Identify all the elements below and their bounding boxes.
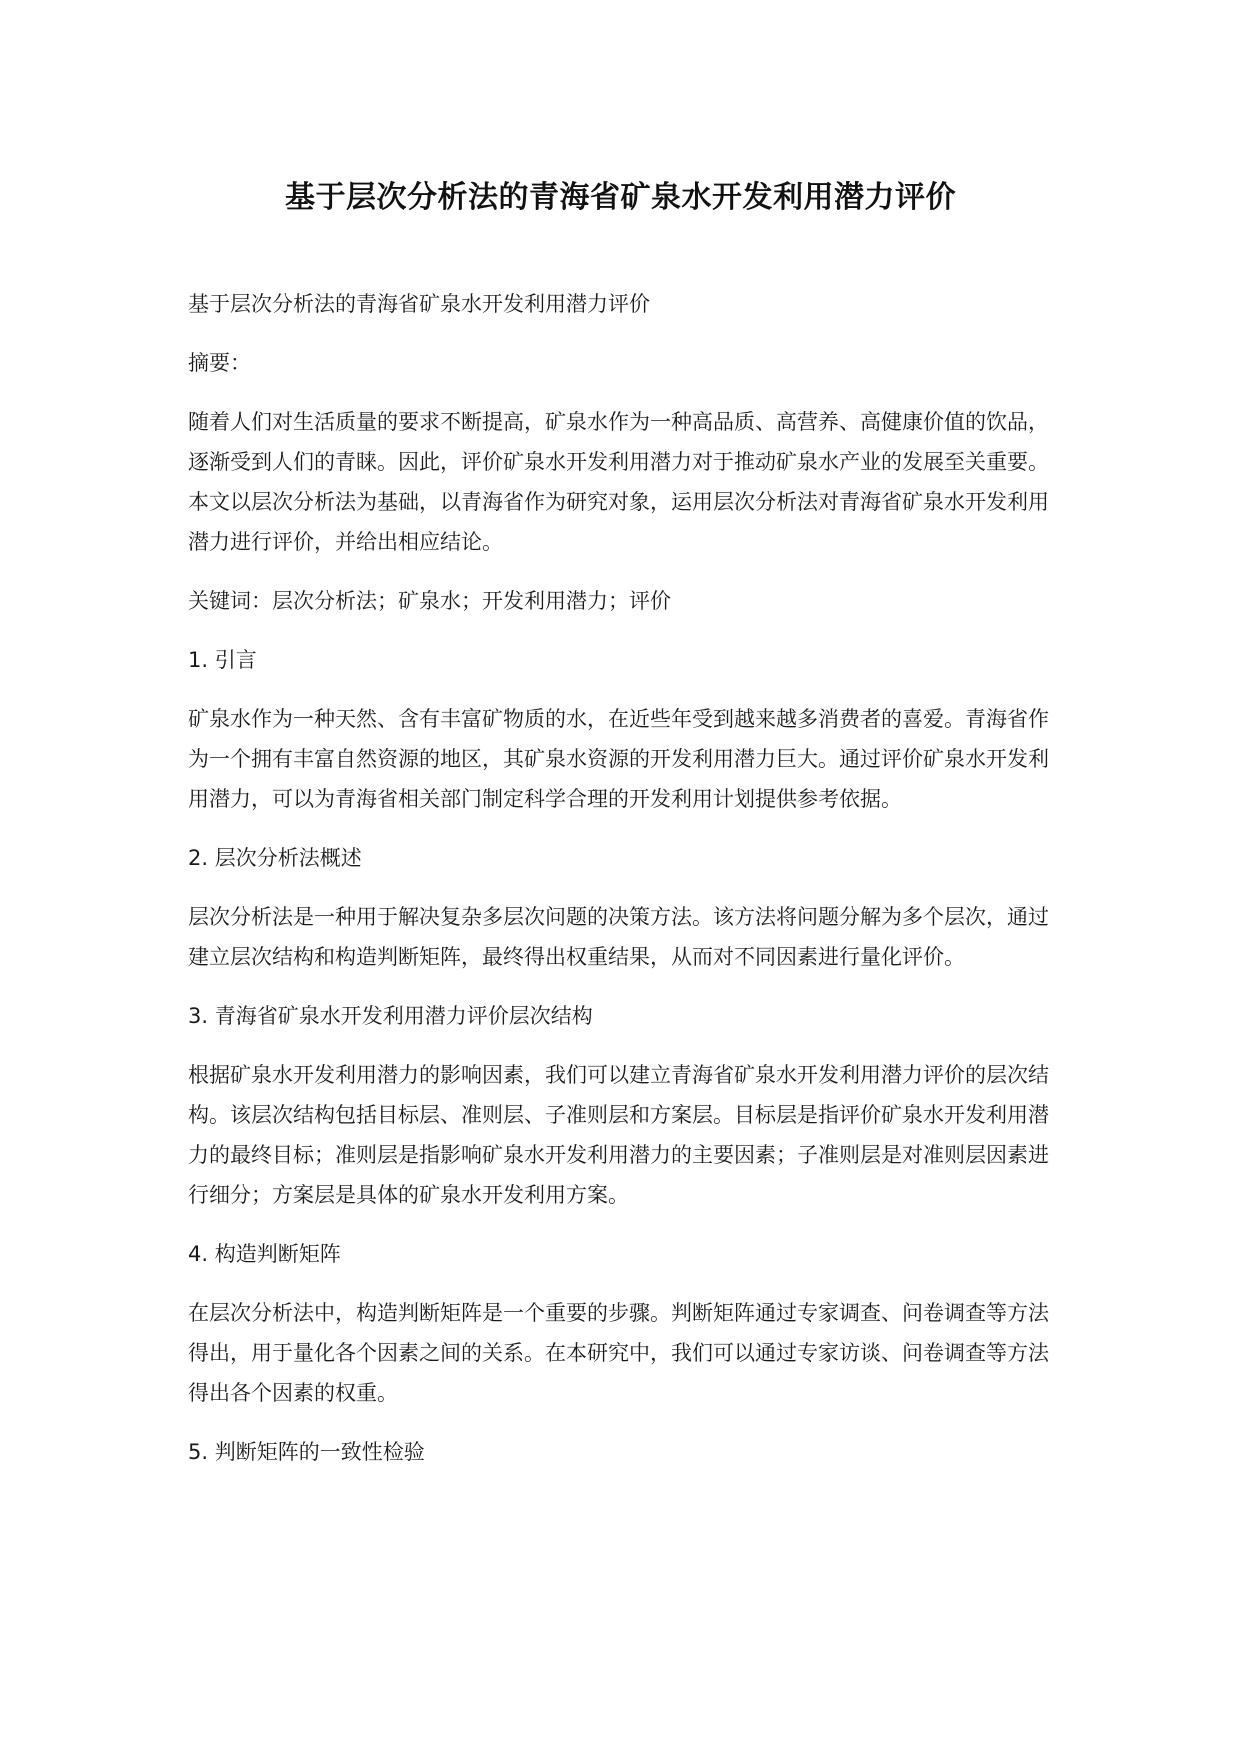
keywords: 关键词：层次分析法；矿泉水；开发利用潜力；评价 <box>188 589 671 613</box>
section-heading: 5. 判断矩阵的一致性检验 <box>188 1440 425 1464</box>
abstract-text: 随着人们对生活质量的要求不断提高，矿泉水作为一种高品质、高营养、高健康价值的饮品，逐渐受到人们的青睐。因此，评价矿泉水开发利用潜力对于推动矿泉水产业的发展至关重要。本文以层次分析法为基础，以青海省作为研究对象，运用层次分析法对青海省矿泉水开发利用潜力进行评价，并给出相应结论。 <box>188 410 1049 554</box>
section-body: 在层次分析法中，构造判断矩阵是一个重要的步骤。判断矩阵通过专家调查、问卷调查等方法得出，用于量化各个因素之间的关系。在本研究中，我们可以通过专家访谈、问卷调查等方法得出各个因素的权重。 <box>188 1301 1049 1405</box>
section-body: 矿泉水作为一种天然、含有丰富矿物质的水，在近些年受到越来越多消费者的喜爱。青海省作为一个拥有丰富自然资源的地区，其矿泉水资源的开发利用潜力巨大。通过评价矿泉水开发利用潜力，可以为青海省相关部门制定科学合理的开发利用计划提供参考依据。 <box>188 707 1049 811</box>
section-heading: 2. 层次分析法概述 <box>188 846 362 870</box>
section-body: 层次分析法是一种用于解决复杂多层次问题的决策方法。该方法将问题分解为多个层次，通过建立层次结构和构造判断矩阵，最终得出权重结果，从而对不同因素进行量化评价。 <box>188 905 1049 969</box>
document-body <box>188 284 1068 1491</box>
section-heading: 4. 构造判断矩阵 <box>188 1242 341 1266</box>
section-heading: 1. 引言 <box>188 648 257 672</box>
abstract-label: 摘要： <box>188 351 251 375</box>
document-title: 基于层次分析法的青海省矿泉水开发利用潜力评价 <box>285 180 956 215</box>
section-heading: 3. 青海省矿泉水开发利用潜力评价层次结构 <box>188 1004 593 1028</box>
subtitle: 基于层次分析法的青海省矿泉水开发利用潜力评价 <box>188 292 650 316</box>
section-body: 根据矿泉水开发利用潜力的影响因素，我们可以建立青海省矿泉水开发利用潜力评价的层次结构。该层次结构包括目标层、准则层、子准则层和方案层。目标层是指评价矿泉水开发利用潜力的最终目标；准则层是指影响矿泉水开发利用潜力的主要因素；子准则层是对准则层因素进行细分；方案层是具体的矿泉水开发利用方案。 <box>188 1063 1049 1207</box>
